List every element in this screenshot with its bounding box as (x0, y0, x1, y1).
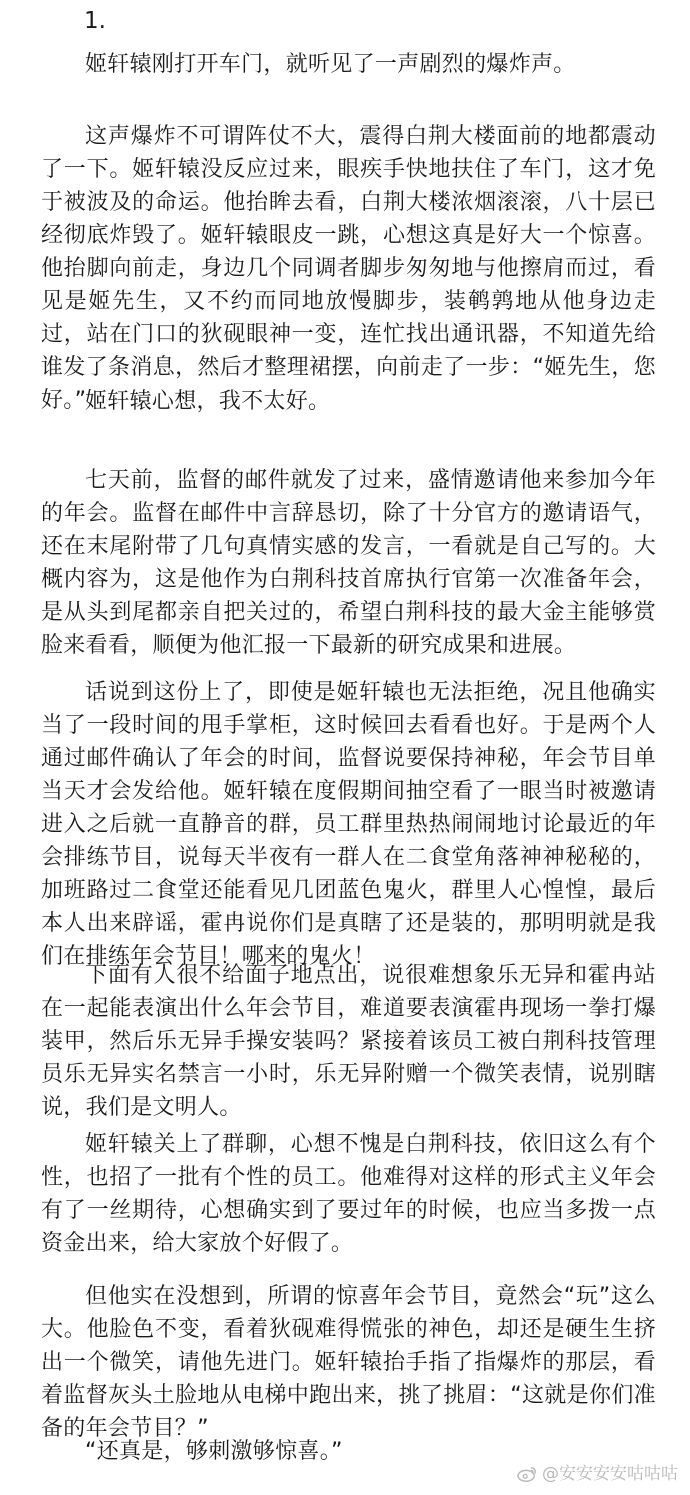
chapter-number: 1. (84, 8, 106, 34)
paragraph-4: 七天前，监督的邮件就发了过来，盛情邀请他来参加今年的年会。监督在邮件中言辞恳切，除了十分官方的邀请语气，还在末尾附带了几句真情实感的发言，一看就是自己写的。大概内容为，这是他作为白荆科技首席执行官第一次准备年会，是从头到尾都亲自把关过的，希望白荆科技的最大金主能够赏脸来看看，顺便为他汇报一下最新的研究成果和进展。 (41, 468, 656, 658)
weibo-icon (516, 1465, 538, 1483)
watermark (516, 1463, 678, 1485)
watermark-text: @安安安安咕咕咕 (542, 1464, 678, 1484)
paragraph-7: 姬轩辕关上了群聊，心想不愧是白荆科技，依旧这么有个性，也招了一批有个性的员工。他难得对这样的形式主义年会有了一丝期待，心想确实到了要过年的时候，也应当多拨一点资金出来，给大家放个好假了。 (41, 1132, 656, 1256)
paragraph-3: 姬轩辕心想，我不太好。 (85, 389, 331, 414)
paragraph-2: 这声爆炸不可谓阵仗不大，震得白荆大楼面前的地都震动了一下。姬轩辕没反应过来，眼疾手快地扶住了车门，这才免于被波及的命运。他抬眸去看，白荆大楼浓烟滚滚，八十层已经彻底炸毁了。姬轩辕眼皮一跳，心想这真是好大一个惊喜。他抬脚向前走，身边几个同调者脚步匆匆地与他擦肩而过，看见是姬先生，又不约而同地放慢脚步，装鹌鹑地从他身边走过，站在门口的狄砚眼神一变，连忙找出通讯器，不知道先给谁发了条消息，然后才整理裙摆，向前走了一步：“姬先生，您好。” (41, 124, 656, 413)
paragraph-8: 但他实在没想到，所谓的惊喜年会节目，竟然会“玩”这么大。他脸色不变，看着狄砚难得慌张的神色，却还是硬生生挤出一个微笑，请他先进门。姬轩辕抬手指了指爆炸的那层，看着监督灰头土脸地从电梯中跑出来，挑了挑眉：“这就是你们准备的年会节目？” (41, 1284, 656, 1441)
paragraph-9: “还真是，够刺激够惊喜。” (85, 1439, 343, 1464)
paragraph-5: 话说到这份上了，即使是姬轩辕也无法拒绝，况且他确实当了一段时间的甩手掌柜，这时候回去看看也好。于是两个人通过邮件确认了年会的时间，监督说要保持神秘，年会节目单当天才会发给他。姬轩辕在度假期间抽空看了一眼当时被邀请进入之后就一直静音的群，员工群里热热闹闹地讨论最近的年会排练节目，说每天半夜有一群人在二食堂角落神神秘秘的，加班路过二食堂还能看见几团蓝色鬼火，群里人心惶惶，最后本人出来辟谣，霍冉说你们是真瞎了还是装的，那明明就是我们在排练年会节目！哪来的鬼火！ (41, 680, 656, 969)
paragraph-6: 下面有人很不给面子地点出，说很难想象乐无异和霍冉站在一起能表演出什么年会节目，难道要表演霍冉现场一拳打爆装甲，然后乐无异手操安装吗？紧接着该员工被白荆科技管理员乐无异实名禁言一小时，乐无异附赠一个微笑表情，说别瞎说，我们是文明人。 (41, 963, 656, 1120)
paragraph-1: 姬轩辕刚打开车门，就听见了一声剧烈的爆炸声。 (85, 52, 576, 77)
